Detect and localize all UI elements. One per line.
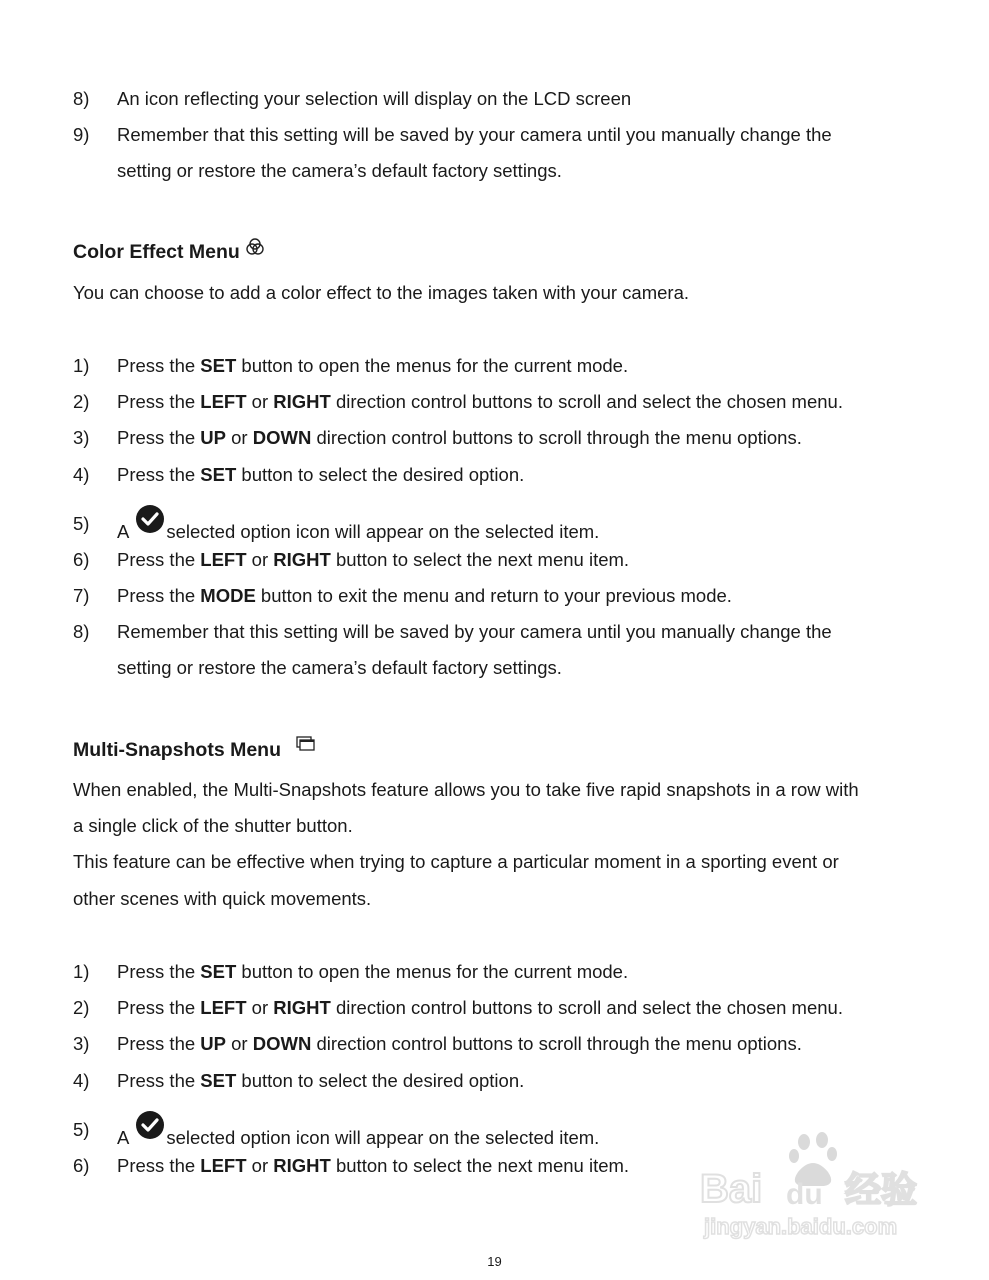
check-circle-icon <box>135 504 165 534</box>
paragraph-line: When enabled, the Multi-Snapshots feature allows you to take five rapid snapshots in a row with <box>73 779 859 800</box>
multi-snapshot-icon <box>296 736 318 754</box>
list-item-continuation: setting or restore the camera’s default factory settings. <box>117 160 562 181</box>
paragraph-line: This feature can be effective when trying to capture a particular moment in a sporting event or <box>73 851 839 872</box>
section-heading-multi-snapshots: Multi-Snapshots Menu <box>73 738 929 762</box>
check-circle-icon <box>135 1110 165 1140</box>
color-effect-icon <box>245 237 265 257</box>
watermark-brand-du: du <box>786 1178 823 1211</box>
section-intro: You can choose to add a color effect to the images taken with your camera. <box>73 282 690 303</box>
page-number: 19 <box>487 1254 502 1269</box>
watermark-url: jingyan.baidu.com <box>704 1214 898 1239</box>
watermark-cn: 经验 <box>845 1170 918 1211</box>
watermark-brand: Bai <box>700 1167 763 1211</box>
paragraph-line: other scenes with quick movements. <box>73 888 372 909</box>
list-item-continuation: setting or restore the camera’s default factory settings. <box>117 657 562 678</box>
section-heading-color-effect: Color Effect Menu <box>73 240 929 264</box>
watermark-logo <box>700 1132 935 1242</box>
paragraph-line: a single click of the shutter button. <box>73 815 353 836</box>
